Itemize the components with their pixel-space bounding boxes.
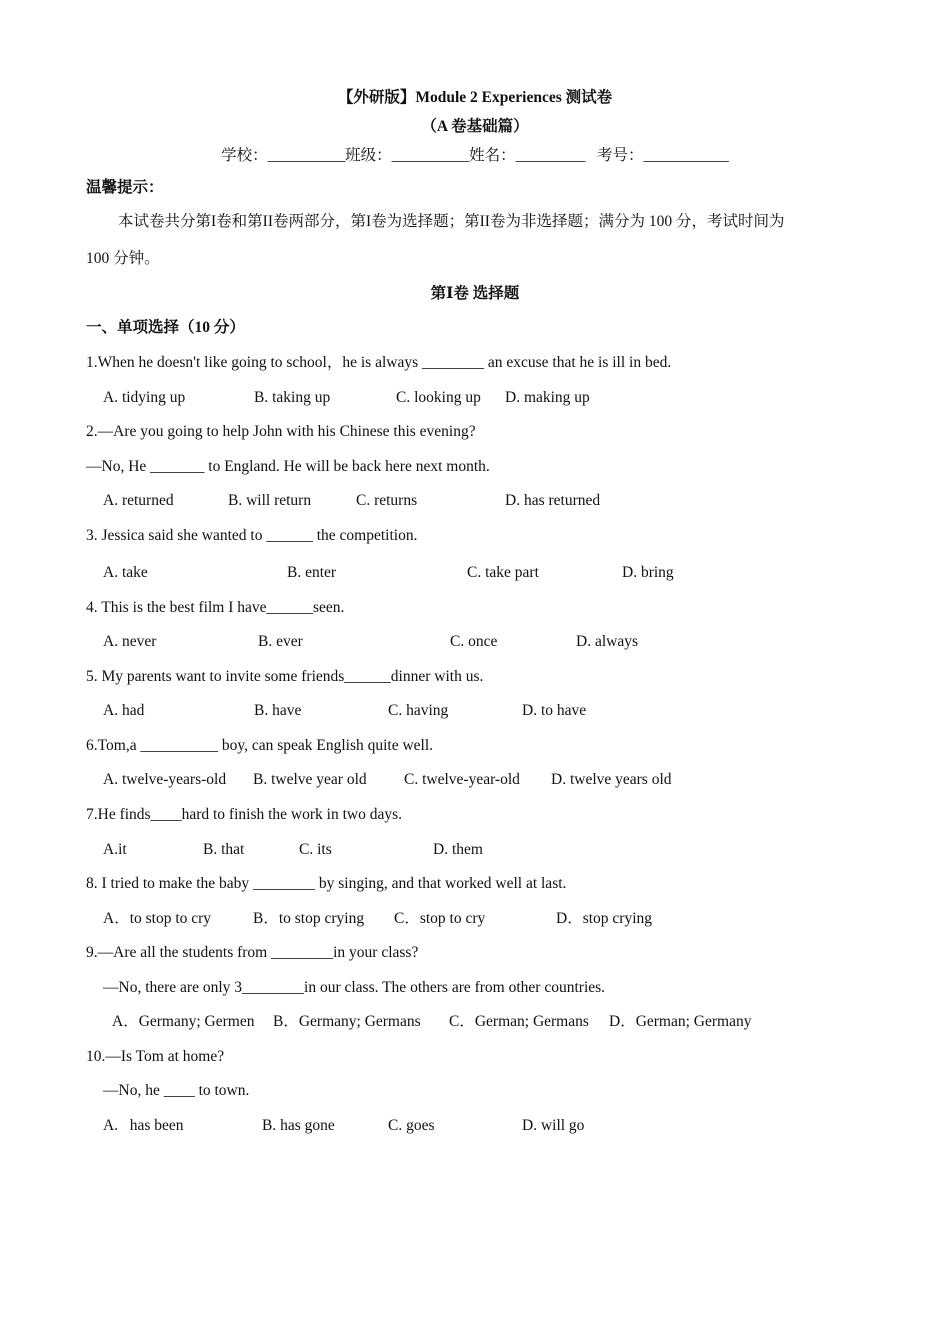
option-b: B．Germany; Germans [273,1013,421,1030]
option-c: C. its [299,841,332,858]
option-d: D. bring [622,564,674,581]
option-c: C．German; Germans [449,1013,589,1030]
option-b: B. ever [258,633,303,650]
option-c: C. returns [356,492,418,509]
question-stem: 3. Jessica said she wanted to ______ the competition. [86,527,418,544]
section-title: 第Ⅰ卷 选择题 [430,285,520,302]
option-a: A.it [103,841,127,858]
option-a: A. never [103,633,157,650]
option-b: B. have [254,702,302,719]
question-stem: 6.Tom,a __________ boy, can speak English quite well. [86,737,434,754]
option-a: A．Germany; Germen [112,1013,255,1030]
question-stem: —No, He _______ to England. He will be back here next month. [86,458,490,475]
question-stem: —No, he ____ to town. [103,1082,250,1099]
exam-title: 【外研版】Module 2 Experiences 测试卷 [337,89,613,106]
option-b: B．to stop crying [253,910,365,927]
option-c: C. take part [467,564,539,581]
option-c: C. once [450,633,498,650]
option-b: B. taking up [254,389,331,406]
option-d: D. them [433,841,483,858]
option-d: D. making up [505,389,590,406]
option-b: B. that [203,841,245,858]
question-stem: 10.—Is Tom at home? [86,1048,225,1065]
option-d: D. will go [522,1117,585,1134]
option-a: A. has been [103,1117,184,1134]
part-heading: 一、单项选择（10 分） [86,319,245,336]
exam-subtitle: （A 卷基础篇） [421,118,529,135]
option-c: C．stop to cry [394,910,486,927]
option-a: A. returned [103,492,174,509]
question-stem: 2.—Are you going to help John with his Chinese this evening? [86,423,476,440]
option-b: B. twelve year old [253,771,367,788]
question-stem: 1.When he doesn't like going to school，he is always ________ an excuse that he is ill in bed. [86,354,672,371]
question-stem: —No, there are only 3________in our class. The others are from other countries. [103,979,606,996]
option-d: D. twelve years old [551,771,672,788]
notice-text-line2: 100 分钟。 [86,250,160,267]
option-b: B. has gone [262,1117,335,1134]
option-c: C. looking up [396,389,481,406]
student-info-line: 学校：__________班级：__________姓名：_________ 考号：___________ [221,147,729,164]
option-d: D．German; Germany [609,1013,752,1030]
question-stem: 8. I tried to make the baby ________ by singing, and that worked well at last. [86,875,567,892]
option-c: C. having [388,702,449,719]
option-a: A. twelve-years-old [103,771,227,788]
notice-text-line1: 本试卷共分第I卷和第II卷两部分，第I卷为选择题；第II卷为非选择题；满分为 100 分，考试时间为 [118,213,785,230]
option-d: D．stop crying [556,910,653,927]
question-stem: 7.He finds____hard to finish the work in two days. [86,806,402,823]
option-b: B. will return [228,492,312,509]
option-a: A．to stop to cry [103,910,212,927]
option-d: D. always [576,633,638,650]
option-d: D. has returned [505,492,601,509]
option-c: C. twelve-year-old [404,771,520,788]
option-d: D. to have [522,702,587,719]
notice-heading: 温馨提示： [86,179,164,196]
question-stem: 9.—Are all the students from ________in your class? [86,944,419,961]
question-stem: 4. This is the best film I have______seen. [86,599,345,616]
option-b: B. enter [287,564,337,581]
option-a: A. take [103,564,148,581]
option-c: C. goes [388,1117,435,1134]
question-stem: 5. My parents want to invite some friends______dinner with us. [86,668,484,685]
option-a: A. tidying up [103,389,186,406]
option-a: A. had [103,702,145,719]
